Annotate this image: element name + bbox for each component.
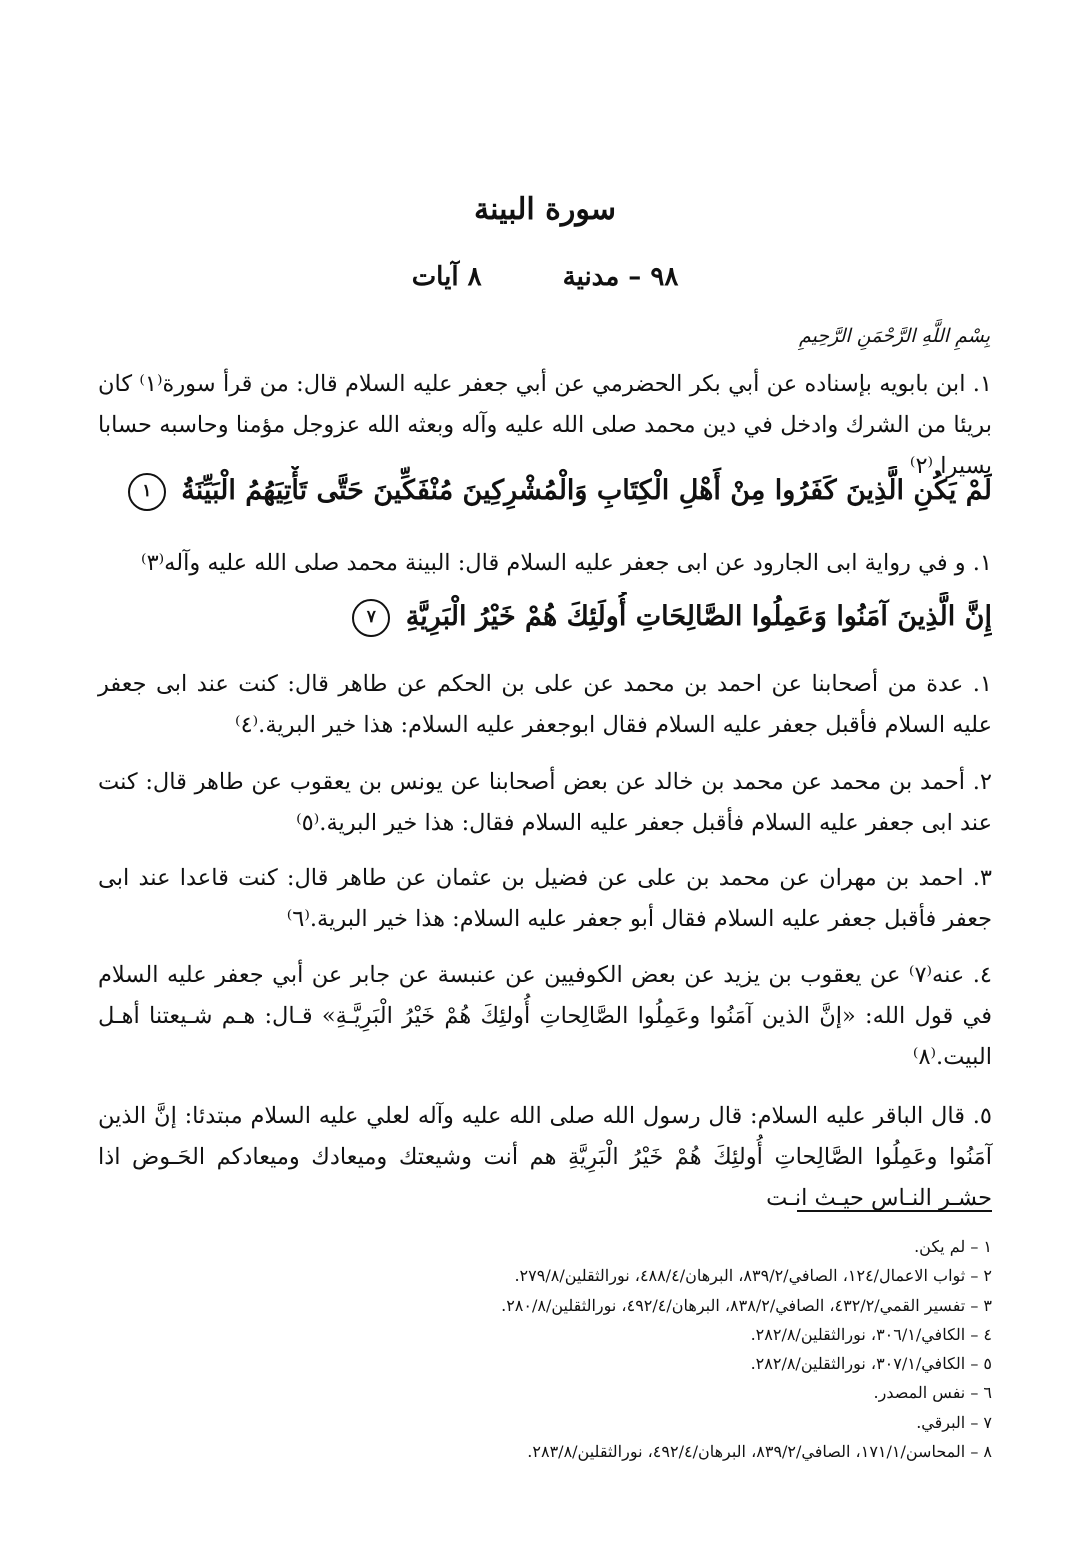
ayah-number-badge: ٧ [352, 599, 390, 637]
footnote-item: ١ – لم يكن. [914, 1237, 992, 1256]
paragraph-4: ٢. أحمد بن محمد عن محمد بن خالد عن بعض أصحابنا عن يونس بن يعقوب عن طاهر قال: كنت عند ابى جعفر عليه السلام فأقبل جعفر عليه السلام فقال: هذا خير البرية.⁽٥⁾ [98, 769, 992, 836]
ayah-text: إِنَّ الَّذِينَ آمَنُوا وَعَمِلُوا الصَّالِحَاتِ أُولَئِكَ هُمْ خَيْرُ الْبَرِيَّةِ [405, 601, 992, 632]
ayah-number-badge: ١ [128, 473, 166, 511]
surah-subtitle [0, 262, 1090, 292]
ayah-7 [98, 592, 992, 642]
ayat-count: ٨ آيات [411, 262, 482, 292]
footnote-item: ٨ – المحاسن/١٧١/١، الصافي/٨٣٩/٢، البرهان/٤٩٢/٤، نورالثقلين/٢٨٣/٨. [527, 1442, 992, 1462]
paragraph-5: ٣. احمد بن مهران عن محمد بن على عن فضيل بن عثمان عن طاهر قال: كنت قاعدا عند ابى جعفر فأقبل جعفر عليه السلام فقال أبو جعفر عليه السلام: هذا خير البرية.⁽٦⁾ [98, 865, 992, 932]
ayah-1 [98, 466, 992, 516]
paragraph-1: ١. ابن بابويه بإسناده عن أبي بكر الحضرمي عن أبي جعفر عليه السلام قال: من قرأ سورة⁽١⁾ كان بريئا من الشرك وادخل في دين محمد صلى الله عليه وآله وبعثه الله عزوجل مؤمنا وحاسبه حسابا يسيرا.⁽٢⁾ [98, 371, 992, 479]
basmala: بِسْمِ اللَّهِ الرَّحْمَنِ الرَّحِيمِ [799, 325, 990, 347]
surah-number: ٩٨ – مدنية [562, 262, 679, 292]
paragraph-6: ٤. عنه⁽٧⁾ عن يعقوب بن يزيد عن بعض الكوفيين عن عنبسة عن جابر عن أبي جعفر عليه السلام في قول الله: «إنَّ الذين آمَنُوا وعَمِلُوا الصَّالِحاتِ أُولئِكَ هُمْ خَيْرُ الْبَرِيَّـةِ» قـال: هـم شـيعتنا أهـل البيت.⁽٨⁾ [98, 962, 993, 1070]
footnote-item: ٢ – ثواب الاعمال/١٢٤، الصافي/٨٣٩/٢، البرهان/٤٨٨/٤، نورالثقلين/٢٧٩/٨. [514, 1266, 992, 1286]
footnote-item: ٧ – البرقي. [916, 1412, 992, 1432]
footnote-item: ٤ – الكافي/٣٠٦/١، نورالثقلين/٢٨٢/٨. [750, 1324, 992, 1344]
footnotes-list [98, 1232, 992, 1466]
footnote-divider [797, 1210, 992, 1212]
ayah-text: لَمْ يَكُنِ الَّذِينَ كَفَرُوا مِنْ أَهْلِ الْكِتَابِ وَالْمُشْرِكِينَ مُنْفَكِّينَ حَتَّى تَأْتِيَهُمُ الْبَيِّنَةُ [181, 475, 992, 506]
paragraph-3: ١. عدة من أصحابنا عن احمد بن محمد عن على بن الحكم عن طاهر قال: كنت عند ابى جعفر عليه السلام فأقبل جعفر عليه السلام فقال ابوجعفر عليه السلام: هذا خير البرية.⁽٤⁾ [98, 671, 992, 738]
footnote-item: ٥ – الكافي/٣٠٧/١، نورالثقلين/٢٨٢/٨. [750, 1354, 992, 1374]
paragraph-2: ١. و في رواية ابى الجارود عن ابى جعفر عليه السلام قال: البينة محمد صلى الله عليه وآله⁽٣⁾ [141, 550, 992, 576]
footnote-item: ٦ – نفس المصدر. [873, 1383, 992, 1403]
paragraph-7: ٥. قال الباقر عليه السلام: قال رسول الله صلى الله عليه وآله لعلي عليه السلام مبتدئا: إنَّ الذين آمَنُوا وعَمِلُوا الصَّالِحاتِ أُولئِكَ هُمْ خَيْرُ الْبَرِيَّةِ هم أنت وشيعتك وميعادك وميعادكم الحَـوض اذا حشـر النـاس حيـث انـت [98, 1103, 992, 1211]
surah-title: سورة البينة [473, 192, 616, 227]
footnote-item: ٣ – تفسير القمي/٤٣٢/٢، الصافي/٨٣٨/٢، البرهان/٤٩٢/٤، نورالثقلين/٢٨٠/٨. [501, 1295, 992, 1315]
